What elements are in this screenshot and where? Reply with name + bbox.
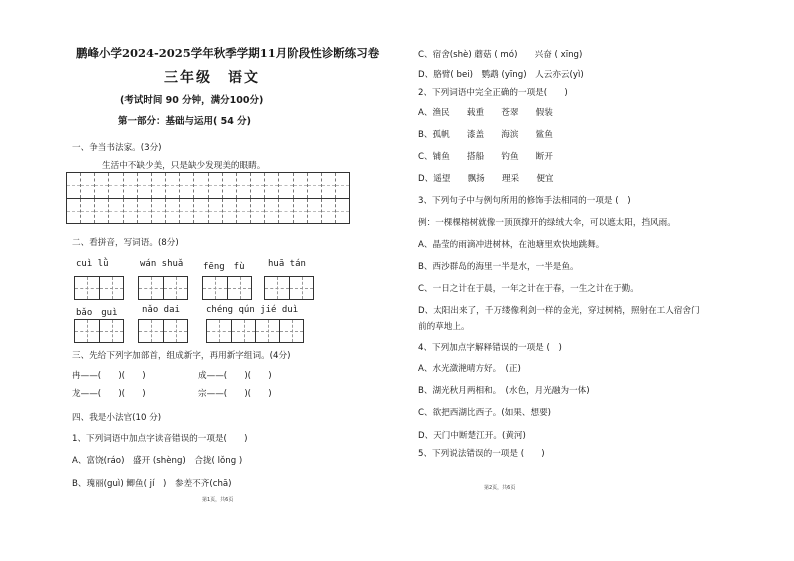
pinyin-5: bǎo guì <box>76 308 118 318</box>
answer-box-2[interactable] <box>138 276 188 300</box>
pinyin-1: cuì lǜ <box>76 259 109 269</box>
answer-box-5[interactable] <box>74 319 124 343</box>
q3-option-c: C、一日之计在于晨，一年之计在于春，一生之计在于勤。 <box>418 284 639 294</box>
exam-info: (考试时间 90 分钟，满分100分) <box>120 95 264 106</box>
q4-option-d: D、天门中断楚江开。(黄河) <box>418 431 526 441</box>
sec1-heading: 一、争当书法家。(3分) <box>72 143 162 153</box>
q3-option-b: B、西沙群岛的海里一半是水，一半是鱼。 <box>418 262 579 272</box>
q2-text: 2、下列词语中完全正确的一项是( ) <box>418 88 568 98</box>
answer-box-4[interactable] <box>264 276 314 300</box>
q2-option-a: A、渔民 载重 苍翠 假装 <box>418 108 553 118</box>
q3-option-d-line1: D、太阳出来了，千万缕像利剑一样的金光，穿过树梢，照射在工人宿舍门 <box>418 306 700 316</box>
pinyin-3: fēng fù <box>203 262 245 272</box>
q4-option-c: C、欲把西湖比西子。(如果、想要) <box>418 408 552 418</box>
q1-text: 1、下列词语中加点字读音错误的一项是( ) <box>72 434 248 444</box>
answer-box-6[interactable] <box>138 319 188 343</box>
q2-option-d: D、遥望 飘扬 理采 便宜 <box>418 174 554 184</box>
answer-box-3[interactable] <box>202 276 252 300</box>
q1-option-d: D、胳臂( bei) 鹦鹉 (yīng) 人云亦云(yì) <box>418 70 584 80</box>
sec3-row1-b: 成——( )( ) <box>198 371 272 381</box>
writing-grid-row <box>67 198 349 224</box>
answer-box-7[interactable] <box>206 319 304 343</box>
q4-option-b: B、湖光秋月两相和。 (水色，月光融为一体) <box>418 386 590 396</box>
sec3-row2-a: 龙——( )( ) <box>72 389 146 399</box>
writing-grid[interactable] <box>66 172 350 224</box>
q4-option-a: A、水光潋滟晴方好。 (正) <box>418 364 521 374</box>
pinyin-4: huā tán <box>268 259 306 269</box>
q2-option-b: B、孤帆 漆盖 海滨 鲨鱼 <box>418 130 553 140</box>
q5-text: 5、下列说法错误的一项是 ( ) <box>418 449 545 459</box>
q2-option-c: C、铺鱼 搭船 钓鱼 断开 <box>418 152 553 162</box>
q1-option-c: C、宿舍(shè) 蘑菇 ( mó) 兴奋 ( xīng) <box>418 50 583 60</box>
answer-box-1[interactable] <box>74 276 124 300</box>
part1-heading: 第一部分：基础与运用( 54 分) <box>118 116 252 127</box>
pinyin-6: nǎo dai <box>142 305 180 315</box>
page-footer-left: 第1页，共6页 <box>202 497 234 503</box>
q1-option-a: A、富饶(ráo) 盛开 (shèng) 合拢( lǒng ) <box>72 456 243 466</box>
exam-title: 鹏峰小学2024-2025学年秋季学期11月阶段性诊断练习卷 <box>76 46 380 60</box>
q3-text: 3、下列句子中与例句所用的修饰手法相同的一项是 ( ) <box>418 196 631 206</box>
sec1-sentence: 生活中不缺少美，只是缺少发现美的眼睛。 <box>102 161 266 171</box>
q3-example: 例：一棵棵榕树就像一顶顶撑开的绿绒大伞，可以遮太阳，挡风雨。 <box>418 218 676 228</box>
pinyin-2: wán shuǎ <box>140 259 184 269</box>
q3-option-d-line2: 前的草地上。 <box>418 322 470 332</box>
q1-option-b: B、瑰丽(guì) 鲫鱼( jí ) 参差不齐(chā) <box>72 479 232 489</box>
sec3-row1-a: 冉——( )( ) <box>72 371 146 381</box>
sec2-heading: 二、看拼音，写词语。(8分) <box>72 238 179 248</box>
writing-grid-row <box>67 173 349 198</box>
pinyin-7: chéng qún jié duì <box>206 305 299 315</box>
sec4-heading: 四、我是小法官(10 分) <box>72 413 162 423</box>
grade-subject: 三年级 语文 <box>164 70 260 86</box>
sec3-row2-b: 宗——( )( ) <box>198 389 272 399</box>
page-footer-right: 第2页，共6页 <box>484 485 516 491</box>
q3-option-a: A、晶莹的雨滴冲进树林，在池塘里欢快地跳舞。 <box>418 240 605 250</box>
q4-text: 4、下列加点字解释错误的一项是 ( ) <box>418 343 562 353</box>
page-right <box>397 0 794 561</box>
sec3-heading: 三、先给下列字加部首，组成新字，再用新字组词。(4分) <box>72 351 291 361</box>
